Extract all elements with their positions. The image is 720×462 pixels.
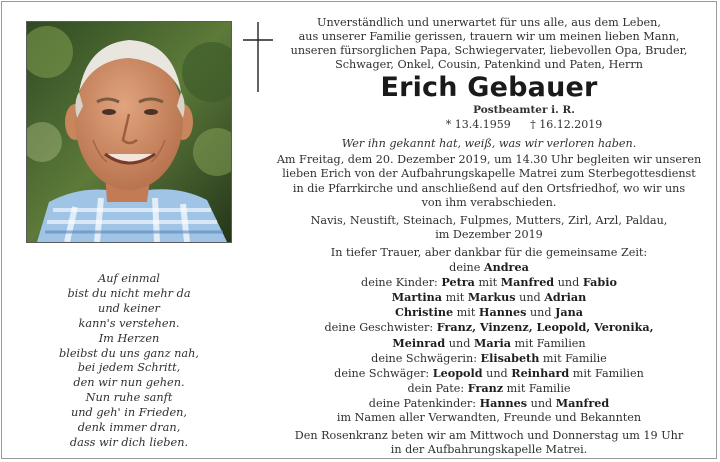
rosary-line: Den Rosenkranz beten wir am Mittwoch und Donnerstag um 19 Uhr	[294, 429, 684, 443]
mourner-children: Christine mit Hannes und Jana	[394, 305, 584, 320]
funeral-line: Am Freitag, dem 20. Dezember 2019, um 14.30 Uhr begleiten wir unseren	[276, 153, 702, 167]
poem-line: bleibst du uns ganz nah,	[58, 346, 199, 360]
mourner-godfather: dein Pate: Franz mit Familie	[407, 380, 571, 395]
death-date: † 16.12.2019	[530, 118, 603, 132]
portrait-photo	[26, 21, 232, 243]
mourner-siblings: deine Geschwister: Franz, Vinzenz, Leopold, Veronika,	[324, 320, 654, 335]
motto: Wer ihn gekannt hat, weiß, was wir verloren haben.	[341, 137, 637, 151]
poem-line: den wir nun gehen.	[73, 376, 185, 390]
poem-line: Auf einmal	[98, 272, 160, 285]
poem-line: kann's verstehen.	[78, 316, 180, 330]
mourner-children: deine Kinder: Petra mit Manfred und Fabio	[361, 275, 617, 290]
mourner-children: Martina mit Markus und Adrian	[391, 290, 587, 305]
funeral-line: lieben Erich von der Aufbahrungskapelle Matrei zum Sterbegottesdienst	[282, 167, 696, 181]
rosary-line: in der Aufbahrungskapelle Matrei.	[390, 443, 588, 457]
mourner-siblings: Meinrad und Maria mit Familien	[392, 335, 586, 350]
deceased-name: Erich Gebauer	[380, 72, 598, 104]
poem-line: denk immer dran,	[77, 421, 181, 435]
life-dates	[274, 117, 704, 132]
funeral-line: von ihm verabschieden.	[421, 195, 557, 209]
poem-line: und geh' in Frieden,	[70, 406, 188, 420]
poem-line: Im Herzen	[98, 331, 160, 345]
cross-icon	[241, 20, 275, 94]
obituary-text	[274, 16, 704, 457]
birth-date: * 13.4.1959	[445, 118, 511, 132]
poem-line: bei jedem Schritt,	[77, 361, 181, 375]
mourner-sister-in-law: deine Schwägerin: Elisabeth mit Familie	[371, 350, 607, 365]
intro-line: Schwager, Onkel, Cousin, Patenkind und Paten, Herrn	[335, 58, 643, 72]
relatives-line: im Namen aller Verwandten, Freunde und Bekannten	[336, 410, 642, 424]
intro-line: unseren fürsorglichen Papa, Schwiegervater, liebevollen Opa, Bruder,	[290, 44, 688, 58]
intro-line: aus unserer Familie gerissen, trauern wir um meinen lieben Mann,	[298, 30, 680, 44]
places-line: im Dezember 2019	[435, 227, 543, 241]
poem-line: bist du nicht mehr da	[67, 286, 191, 300]
mourner-godchildren: deine Patenkinder: Hannes und Manfred	[368, 395, 610, 410]
poem-line: dass wir dich lieben.	[69, 435, 189, 449]
mourner-wife: deine Andrea	[449, 260, 529, 275]
mourner-brothers-in-law: deine Schwäger: Leopold und Reinhard mit Familien	[334, 365, 644, 380]
funeral-line: in die Pfarrkirche und anschließend auf den Ortsfriedhof, wo wir uns	[292, 181, 686, 195]
mourning-intro: In tiefer Trauer, aber dankbar für die gemeinsame Zeit:	[330, 245, 648, 259]
obituary-card	[1, 1, 717, 459]
poem-line: Nun ruhe sanft	[85, 391, 173, 405]
occupation: Postbeamter i. R.	[473, 104, 575, 117]
intro-line: Unverständlich und unerwartet für uns alle, aus dem Leben,	[317, 16, 661, 29]
poem	[26, 272, 232, 451]
poem-line: und keiner	[98, 301, 160, 315]
places-line: Navis, Neustift, Steinach, Fulpmes, Mutters, Zirl, Arzl, Paldau,	[310, 213, 668, 227]
